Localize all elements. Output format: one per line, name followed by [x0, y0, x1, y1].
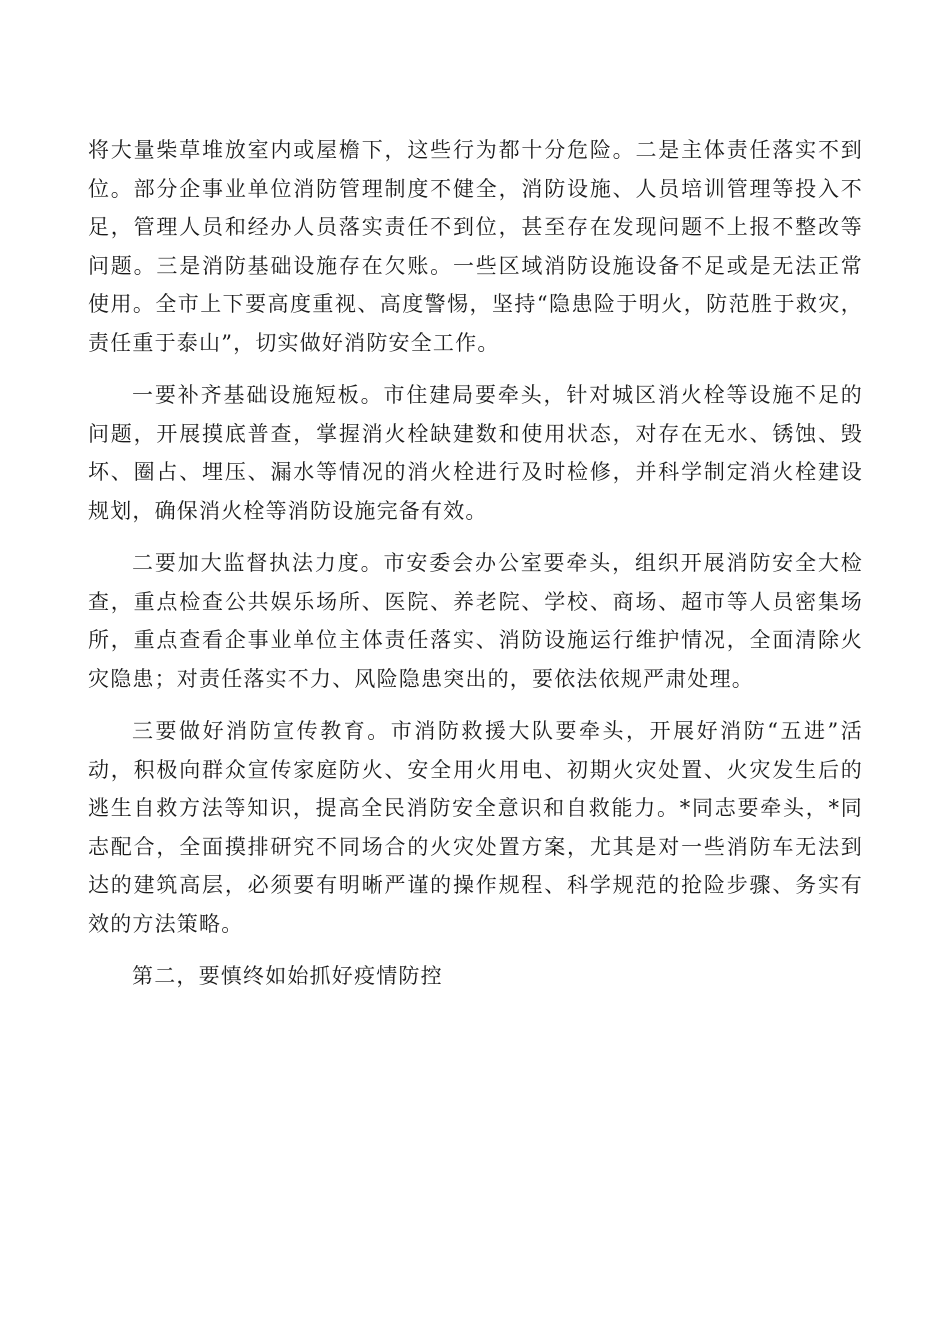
paragraph-fire-risks: 将大量柴草堆放室内或屋檐下，这些行为都十分危险。二是主体责任落实不到位。部分企事业单位消防管理制度不健全，消防设施、人员培训管理等投入不足，管理人员和经办人员落实责任不到位，甚至存在发现问题不上报不整改等问题。三是消防基础设施存在欠账。一些区域消防设施设备不足或是无法正常使用。全市上下要高度重视、高度警惕，坚持“隐患险于明火，防范胜于救灾，责任重于泰山”，切实做好消防安全工作。 — [88, 138, 863, 355]
paragraph-infrastructure: 一要补齐基础设施短板。市住建局要牵头，针对城区消火栓等设施不足的问题，开展摸底普查，掌握消火栓缺建数和使用状态，对存在无水、锈蚀、毁坏、圈占、埋压、漏水等情况的消火栓进行及时检修，并科学制定消火栓建设规划，确保消火栓等消防设施完备有效。 — [88, 383, 863, 523]
section-heading-epidemic: 第二，要慎终如始抓好疫情防控 — [132, 964, 443, 988]
paragraph-education: 三要做好消防宣传教育。市消防救援大队要牵头，开展好消防“五进”活动，积极向群众宣传家庭防火、安全用火用电、初期火灾处置、火灾发生后的逃生自救方法等知识，提高全民消防安全意识和自救能力。*同志要牵头，*同志配合，全面摸排研究不同场合的火灾处置方案，尤其是对一些消防车无法到达的建筑高层，必须要有明晰严谨的操作规程、科学规范的抢险步骤、务实有效的方法策略。 — [88, 719, 863, 936]
document-page — [88, 131, 863, 996]
paragraph-supervision: 二要加大监督执法力度。市安委会办公室要牵头，组织开展消防安全大检查，重点检查公共娱乐场所、医院、养老院、学校、商场、超市等人员密集场所，重点查看企事业单位主体责任落实、消防设施运行维护情况，全面清除火灾隐患；对责任落实不力、风险隐患突出的，要依法依规严肃处理。 — [88, 551, 863, 691]
